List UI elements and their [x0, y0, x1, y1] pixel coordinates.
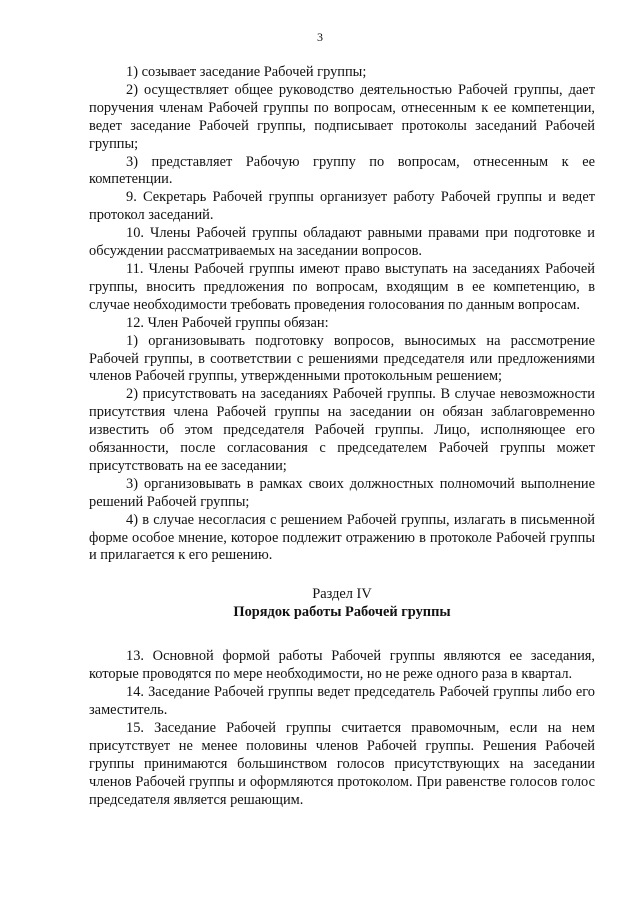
paragraph-item-12: 12. Член Рабочей группы обязан: — [126, 314, 329, 331]
page-number: 3 — [317, 30, 323, 44]
paragraph-item-14: 14. Заседание Рабочей группы ведет председатель Рабочей группы либо его заместитель. — [89, 684, 595, 719]
section-heading — [89, 585, 595, 621]
paragraph-item-10: 10. Члены Рабочей группы обладают равными правами при подготовке и обсуждении рассматриваемых на заседании вопросов. — [89, 225, 595, 260]
section-label: Раздел IV — [312, 586, 372, 603]
document-body — [89, 64, 595, 810]
paragraph-item-11: 11. Члены Рабочей группы имеют право выступать на заседаниях Рабочей группы, вносить предложения по вопросам, входящим в ее компетенцию, в случае необходимости требовать проведения голосования по данным вопросам. — [89, 260, 595, 313]
paragraph-chair-duty-3: 3) представляет Рабочую группу по вопросам, отнесенным к ее компетенции. — [89, 153, 595, 188]
paragraph-member-duty-1: 1) организовывать подготовку вопросов, выносимых на рассмотрение Рабочей группы, в соответствии с решениями председателя или предложениями членов Рабочей группы, утвержденными протокольным решением; — [89, 332, 595, 385]
paragraph-member-duty-3: 3) организовывать в рамках своих должностных полномочий выполнение решений Рабочей группы; — [89, 475, 595, 510]
paragraph-chair-duty-2: 2) осуществляет общее руководство деятельностью Рабочей группы, дает поручения членам Рабочей группы по вопросам, отнесенным к ее компетенции, ведет заседание Рабочей группы, подписывает протоколы заседаний Рабочей группы; — [89, 81, 595, 152]
paragraph-member-duty-4: 4) в случае несогласия с решением Рабочей группы, излагать в письменной форме особое мнение, которое подлежит отражению в протоколе Рабочей группы и прилагается к его решению. — [89, 511, 595, 564]
paragraph-item-13: 13. Основной формой работы Рабочей группы являются ее заседания, которые проводятся по мере необходимости, но не реже одного раза в квартал. — [89, 648, 595, 683]
paragraph-item-9: 9. Секретарь Рабочей группы организует работу Рабочей группы и ведет протокол заседаний. — [89, 189, 595, 224]
paragraph-member-duty-2: 2) присутствовать на заседаниях Рабочей группы. В случае невозможности присутствия члена Рабочей группы на заседании он обязан заблаговременно известить об этом председателя Рабочей группы. Лицо, исполняющее его обязанности, после согласования с председателем Рабочей группы может присутствовать на ее заседании; — [89, 386, 595, 474]
section-title: Порядок работы Рабочей группы — [233, 604, 451, 621]
paragraph-item-15: 15. Заседание Рабочей группы считается правомочным, если на нем присутствует не менее половины членов Рабочей группы. Решения Рабочей группы принимаются большинством голосов присутствующих на заседании членов Рабочей группы и оформляются протоколом. При равенстве голосов голос председателя является решающим. — [89, 720, 595, 808]
paragraph-chair-duty-1: 1) созывает заседание Рабочей группы; — [126, 64, 367, 80]
